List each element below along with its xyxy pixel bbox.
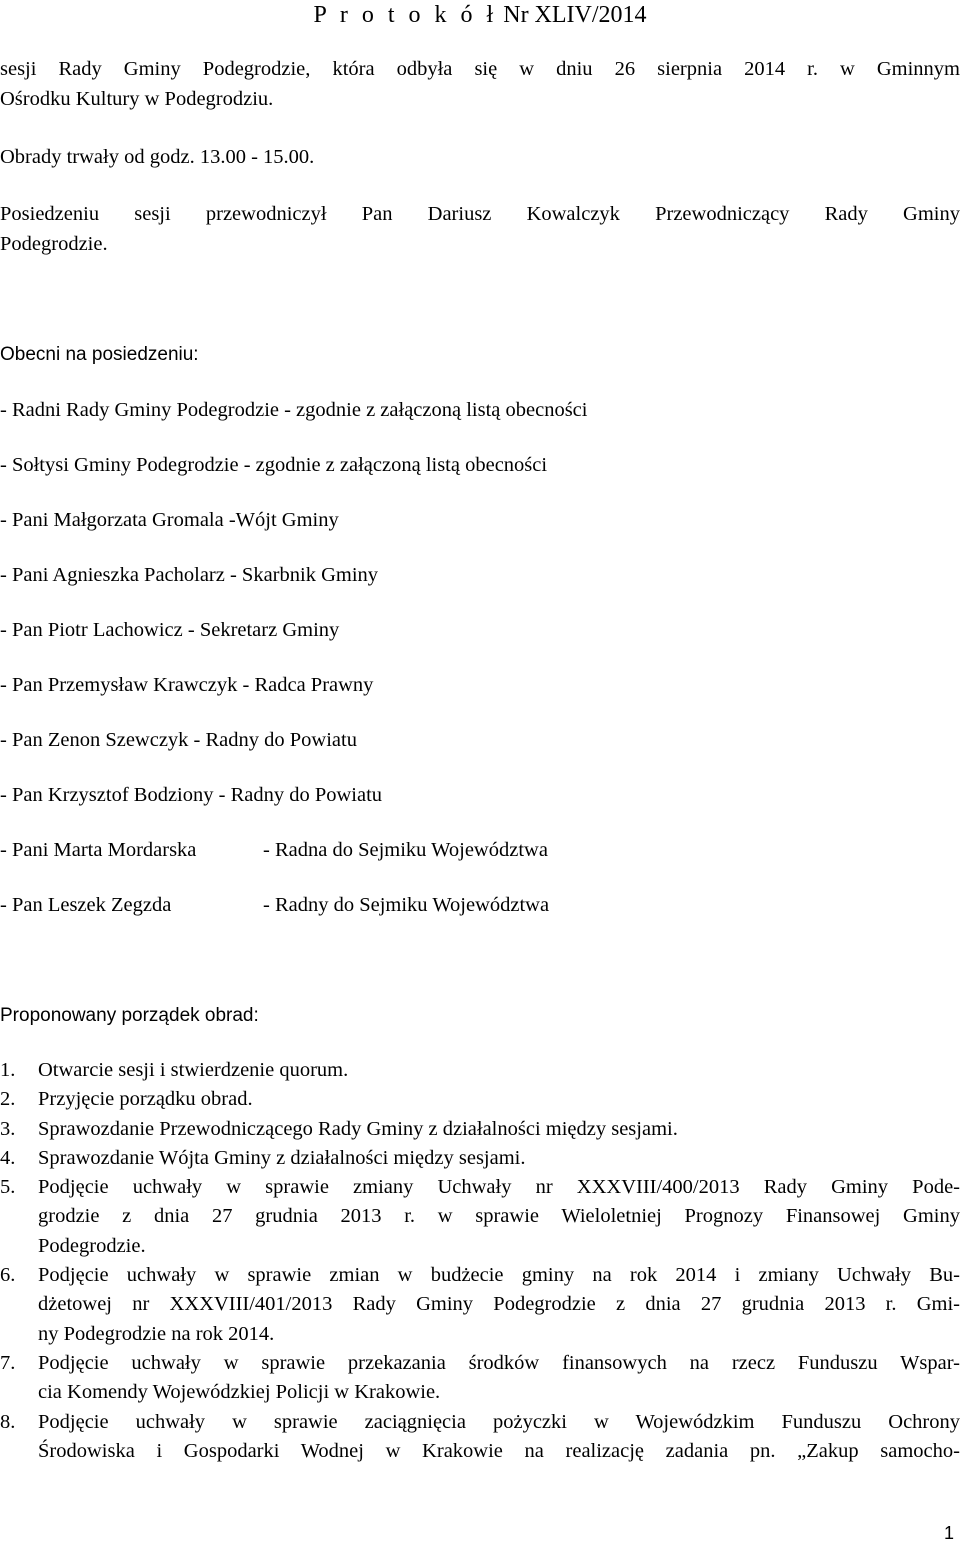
attendance-item [0, 839, 548, 863]
attendance-item [0, 784, 382, 808]
agenda-item-text: grodzie z dnia 27 grudnia 2013 r. w sprawie Wieloletniej Prognozy Finansowej Gminy [38, 1205, 960, 1227]
agenda-item-number: 5. [0, 1176, 16, 1198]
attendance-person: - Pani Małgorzata Gromala -Wójt Gminy [0, 509, 339, 531]
intro-line-2: Ośrodku Kultury w Podegrodziu. [0, 88, 274, 110]
attendance-person: - Pani Agnieszka Pacholarz - Skarbnik Gminy [0, 564, 379, 586]
agenda-item-number: 7. [0, 1352, 16, 1374]
title-word: P r o t o k ó ł [313, 2, 498, 28]
attendance-person: - Pani Marta Mordarska [0, 839, 197, 861]
attendance-item [0, 399, 587, 423]
agenda-item-number: 3. [0, 1118, 16, 1140]
agenda-item-text: Podjęcie uchwały w sprawie zmiany Uchwały nr XXXVIII/400/2013 Rady Gminy Pode- [38, 1176, 960, 1198]
chair-line-2: Podegrodzie. [0, 233, 108, 255]
attendance-person: - Pan Przemysław Krawczyk - Radca Prawny [0, 674, 374, 696]
agenda-item-text: dżetowej nr XXXVIII/401/2013 Rady Gminy Podegrodzie z dnia 27 grudnia 2013 r. Gmi- [38, 1293, 960, 1315]
agenda-item-text: Podjęcie uchwały w sprawie przekazania środków finansowych na rzecz Funduszu Wspar- [38, 1352, 960, 1374]
chair-line-1: Posiedzeniu sesji przewodniczył Pan Dariusz Kowalczyk Przewodniczący Rady Gminy [0, 203, 960, 225]
attendance-person: - Pan Leszek Zegzda [0, 894, 172, 916]
agenda-item-text: ny Podegrodzie na rok 2014. [38, 1323, 275, 1345]
page-number: 1 [943, 1523, 954, 1543]
agenda-item-text: Sprawozdanie Przewodniczącego Rady Gminy z działalności między sesjami. [38, 1118, 678, 1140]
agenda-item-text: Otwarcie sesji i stwierdzenie quorum. [38, 1059, 349, 1081]
agenda-item-text: Podjęcie uchwały w sprawie zaciągnięcia pożyczki w Wojewódzkim Funduszu Ochrony [38, 1411, 960, 1433]
agenda-heading: Proponowany porządek obrad: [0, 1005, 259, 1026]
attendance-person: - Sołtysi Gminy Podegrodzie - zgodnie z załączoną listą obecności [0, 454, 548, 476]
agenda-item-text: Przyjęcie porządku obrad. [38, 1088, 253, 1110]
attendance-item [0, 674, 373, 698]
agenda-item-number: 2. [0, 1088, 16, 1110]
agenda-item-number: 8. [0, 1411, 16, 1433]
attendance-item [0, 564, 378, 588]
attendance-item [0, 894, 549, 918]
session-hours: Obrady trwały od godz. 13.00 - 15.00. [0, 146, 315, 168]
attendance-person: - Radni Rady Gminy Podegrodzie - zgodnie z załączoną listą obecności [0, 399, 588, 421]
agenda-item-number: 6. [0, 1264, 16, 1286]
agenda-item-text: Środowiska i Gospodarki Wodnej w Krakowie na realizację zadania pn. „Zakup samocho- [38, 1440, 960, 1462]
agenda-item-number: 1. [0, 1059, 16, 1081]
attendance-person: - Pan Krzysztof Bodziony - Radny do Powiatu [0, 784, 383, 806]
title-number: Nr XLIV/2014 [503, 2, 647, 28]
attendance-person: - Pan Zenon Szewczyk - Radny do Powiatu [0, 729, 357, 751]
attendance-person: - Pan Piotr Lachowicz - Sekretarz Gminy [0, 619, 340, 641]
agenda-item-text: Sprawozdanie Wójta Gminy z działalności między sesjami. [38, 1147, 526, 1169]
agenda-item-text: cia Komendy Wojewódzkiej Policji w Krakowie. [38, 1381, 441, 1403]
agenda-item-text: Podegrodzie. [38, 1235, 146, 1257]
attendance-item [0, 729, 357, 753]
agenda-item-text: Podjęcie uchwały w sprawie zmian w budżecie gminy na rok 2014 i zmiany Uchwały Bu- [38, 1264, 960, 1286]
intro-line-1: sesji Rady Gminy Podegrodzie, która odbyła się w dniu 26 sierpnia 2014 r. w Gminnym [0, 58, 960, 80]
attendance-role: - Radna do Sejmiku Województwa [263, 839, 548, 861]
attendance-item [0, 454, 547, 478]
agenda-item-number: 4. [0, 1147, 16, 1169]
attendance-item [0, 619, 339, 643]
document-title [0, 2, 960, 30]
attendance-heading: Obecni na posiedzeniu: [0, 344, 199, 365]
attendance-item [0, 509, 339, 533]
attendance-role: - Radny do Sejmiku Województwa [263, 894, 550, 916]
